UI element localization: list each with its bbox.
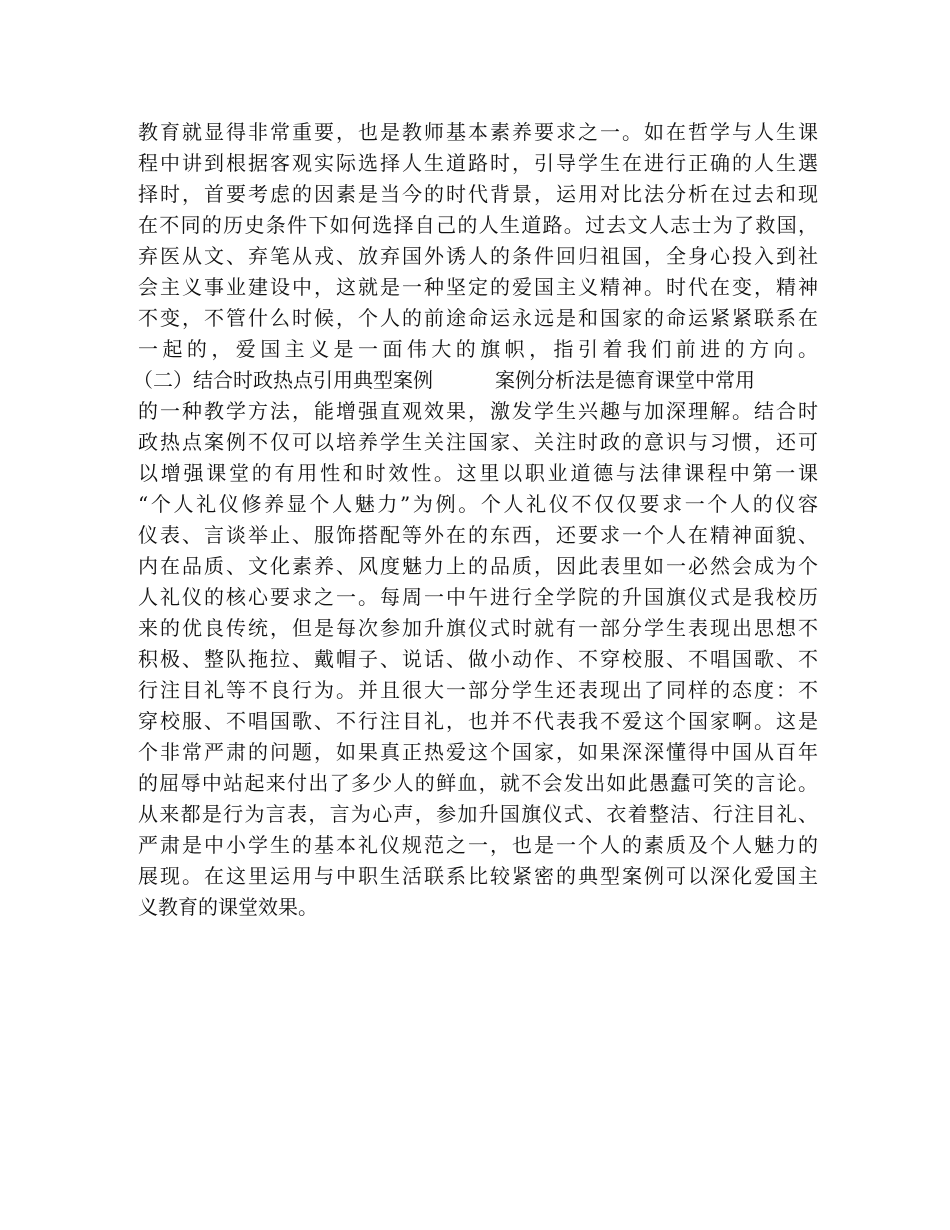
text-line: 仪表、言谈举止、服饰搭配等外在的东西，还要求一个人在精神面貌、	[138, 523, 818, 547]
body-text	[133, 117, 818, 923]
text-line: 内在品质、文化素养、风度魅力上的品质，因此表里如一必然会成为个	[138, 554, 818, 578]
section-heading-line	[133, 365, 818, 396]
text-line: 积极、整队拖拉、戴帽子、说话、做小动作、不穿校服、不唱国歌、不	[138, 647, 818, 671]
text-line: 择时，首要考虑的因素是当今的时代背景，运用对比法分析在过去和现	[138, 182, 818, 206]
text-line: “个人礼仪修养显个人魅力”为例。个人礼仪不仅仅要求一个人的仪容	[138, 492, 818, 516]
text-line: 一起的，爱国主义是一面伟大的旗帜，指引着我们前进的方向。	[138, 337, 818, 361]
text-line: 人礼仪的核心要求之一。每周一中午进行全学院的升国旗仪式是我校历	[138, 585, 818, 609]
text-line: 会主义事业建设中，这就是一种坚定的爱国主义精神。时代在变，精神	[138, 275, 818, 299]
section-heading: （二）结合时政热点引用典型案例	[133, 368, 433, 392]
text-line: 的屈辱中站起来付出了多少人的鲜血，就不会发出如此愚蠢可笑的言论。	[138, 771, 818, 795]
text-line: 的一种教学方法，能增强直观效果，激发学生兴趣与加深理解。结合时	[138, 399, 818, 423]
text-line: 个非常严肃的问题，如果真正热爱这个国家，如果深深懂得中国从百年	[138, 740, 818, 764]
text-line: 教育就显得非常重要，也是教师基本素养要求之一。如在哲学与人生课	[138, 120, 818, 144]
text-line: 在不同的历史条件下如何选择自己的人生道路。过去文人志士为了救国，	[138, 213, 818, 237]
text-line: 从来都是行为言表，言为心声，参加升国旗仪式、衣着整洁、行注目礼、	[138, 802, 818, 826]
text-line: 穿校服、不唱国歌、不行注目礼，也并不代表我不爱这个国家啊。这是	[138, 709, 818, 733]
text-line: 以增强课堂的有用性和时效性。这里以职业道德与法律课程中第一课	[138, 461, 818, 485]
text-line: 严肃是中小学生的基本礼仪规范之一，也是一个人的素质及个人魅力的	[138, 833, 818, 857]
text-line: 展现。在这里运用与中职生活联系比较紧密的典型案例可以深化爱国主	[138, 864, 818, 888]
section-first-text: 案例分析法是德育课堂中常用	[495, 368, 755, 392]
text-line: 弃医从文、弃笔从戎、放弃国外诱人的条件回归祖国，全身心投入到社	[138, 244, 818, 268]
text-line: 义教育的课堂效果。	[138, 895, 318, 919]
text-line: 行注目礼等不良行为。并且很大一部分学生还表现出了同样的态度：不	[138, 678, 818, 702]
text-line: 政热点案例不仅可以培养学生关注国家、关注时政的意识与习惯，还可	[138, 430, 818, 454]
text-line: 来的优良传统，但是每次参加升旗仪式时就有一部分学生表现出思想不	[138, 616, 818, 640]
text-line: 程中讲到根据客观实际选择人生道路时，引导学生在进行正确的人生選	[138, 151, 818, 175]
text-line: 不变，不管什么时候，个人的前途命运永远是和国家的命运紧紧联系在	[138, 306, 818, 330]
